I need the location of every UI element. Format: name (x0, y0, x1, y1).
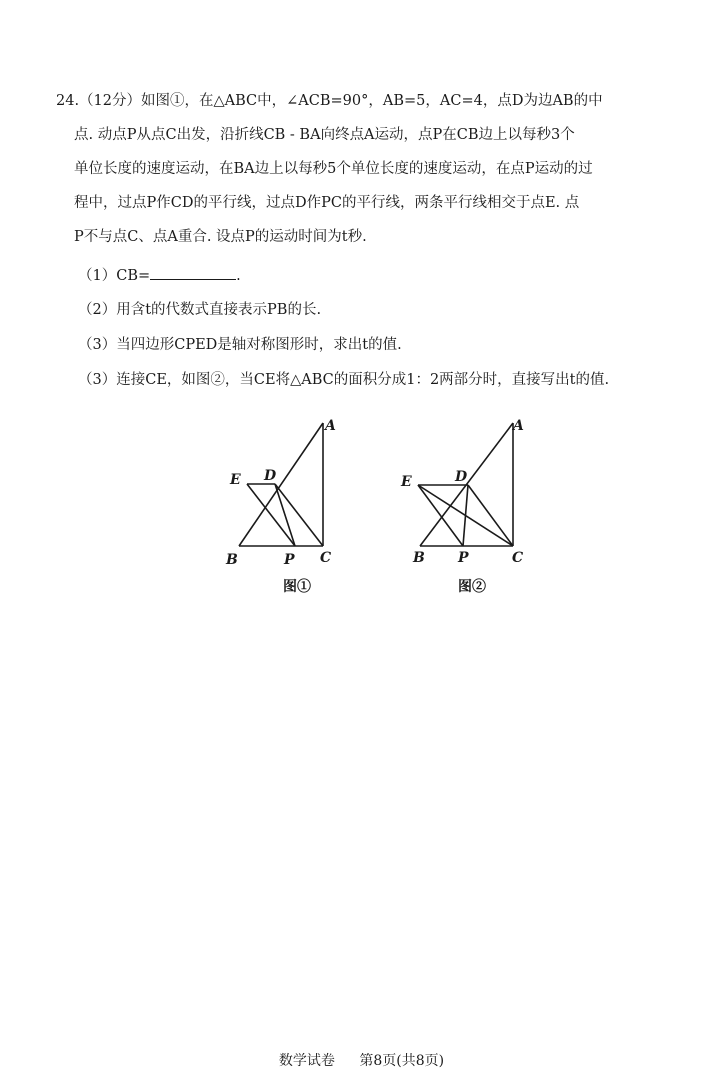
label-E: E (230, 472, 241, 488)
label-D: D (455, 469, 468, 485)
segment-PD (275, 484, 295, 546)
question-4: （3）连接CE，如图②，当CE将△ABC的面积分成1：2两部分时，直接写出t的值. (78, 372, 610, 388)
segment-DC (275, 484, 323, 546)
label-A: A (325, 418, 336, 434)
label-B: B (413, 550, 425, 566)
segment-EC (418, 485, 513, 546)
figure-1-diagram (220, 410, 350, 575)
label-C: C (320, 550, 332, 566)
figure-2-diagram (395, 410, 535, 575)
segment-EP (247, 484, 295, 546)
segment-EP (418, 485, 463, 546)
label-P: P (458, 550, 469, 566)
label-C: C (512, 550, 524, 566)
question-1 (78, 264, 241, 285)
label-B: B (226, 552, 238, 568)
label-A: A (513, 418, 524, 434)
question-2: （2）用含t的代数式直接表示PB的长. (78, 302, 322, 318)
problem-statement (56, 84, 664, 254)
footer-page-number: 第8页(共8页) (359, 1053, 445, 1069)
figure-1-caption: 图① (283, 579, 311, 595)
label-E: E (401, 474, 412, 490)
question-3: （3）当四边形CPED是轴对称图形时，求出t的值. (78, 337, 402, 353)
problem-line-2: 点. 动点P从点C出发，沿折线CB - BA向终点A运动，点P在CB边上以每秒3个 (74, 127, 575, 143)
question-1-period: . (236, 268, 241, 284)
label-D: D (264, 468, 277, 484)
page-footer (0, 1050, 723, 1070)
label-P: P (284, 552, 295, 568)
problem-line-5: P不与点C、点A重合. 设点P的运动时间为t秒. (74, 229, 367, 245)
footer-subject: 数学试卷 (278, 1053, 335, 1069)
question-1-text: （1）CB= (78, 268, 151, 284)
figure-2-caption: 图② (458, 579, 486, 595)
answer-blank[interactable] (150, 265, 236, 280)
problem-line-3: 单位长度的速度运动，在BA边上以每秒5个单位长度的速度运动，在点P运动的过 (74, 161, 593, 177)
segment-DC (468, 485, 513, 546)
problem-line-4: 程中，过点P作CD的平行线，过点D作PC的平行线，两条平行线相交于点E. 点 (74, 195, 580, 211)
problem-line-1: 24.（12分）如图①，在△ABC中，∠ACB=90°，AB=5，AC=4，点D为边AB的中 (56, 93, 603, 109)
